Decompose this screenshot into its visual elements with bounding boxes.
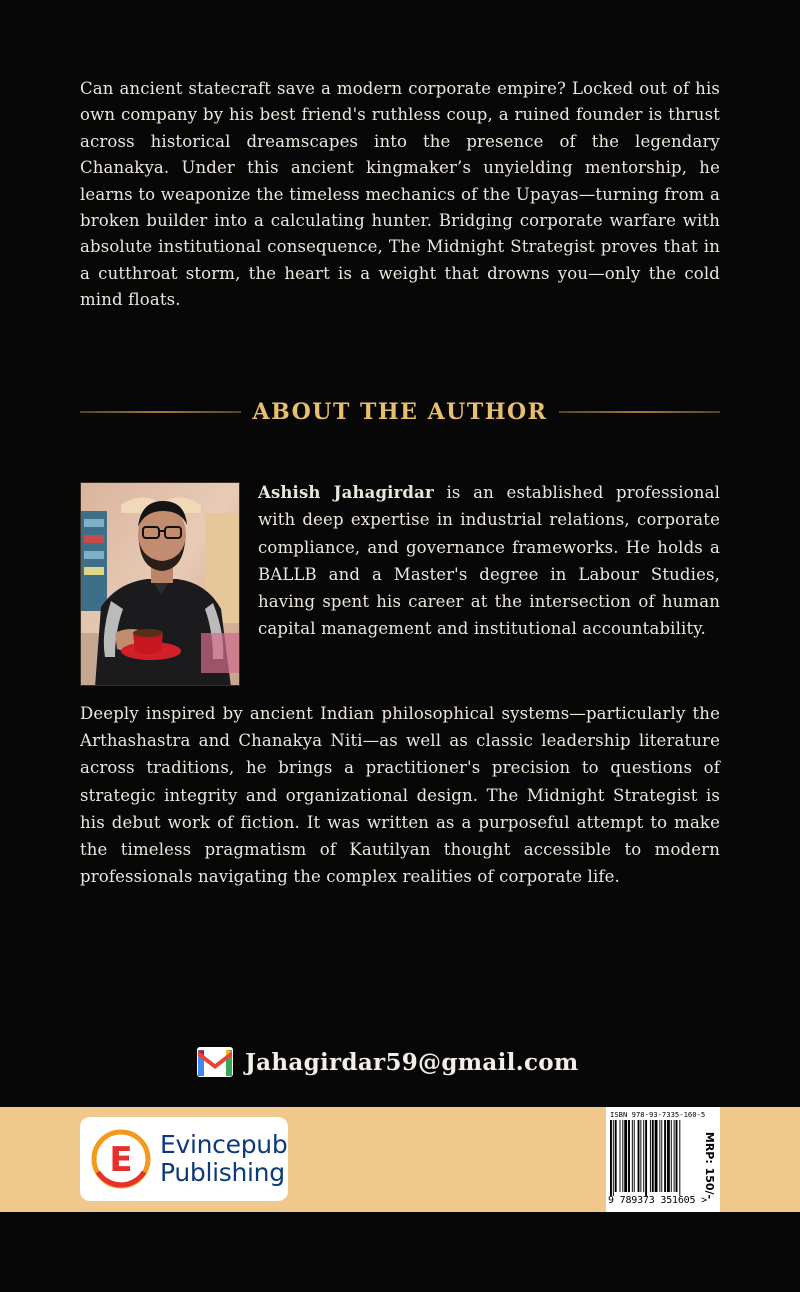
- about-author-heading: [80, 396, 720, 428]
- contact-row: [197, 1044, 579, 1080]
- barcode-bars: [610, 1120, 702, 1196]
- barcode-bar: [659, 1120, 660, 1192]
- barcode-bar: [645, 1120, 647, 1196]
- barcode-bar: [613, 1120, 614, 1196]
- barcode-bar: [674, 1120, 675, 1192]
- gmail-icon: [197, 1047, 233, 1077]
- barcode-bar: [671, 1120, 672, 1192]
- barcode-bar: [632, 1120, 633, 1192]
- author-bio-intro-text: is an established professional with deep expertise in industrial relations, corporate compliance, and governance frameworks. He holds a BALLB and a Master's degree in Labour Studies, having spent his career at the intersection of human capital management and institutional accountability.: [258, 483, 721, 639]
- barcode-bar: [650, 1120, 651, 1192]
- about-author-title: ABOUT THE AUTHOR: [252, 399, 548, 425]
- mrp-label-wrap: [702, 1121, 718, 1209]
- heading-rule-right: [559, 411, 720, 413]
- barcode-digits: 9 789373 351605 >: [608, 1195, 707, 1206]
- logo-letter: E: [109, 1140, 133, 1180]
- mrp-label: MRP: 150/-: [703, 1131, 717, 1199]
- barcode-bar: [661, 1120, 662, 1192]
- barcode-bar: [620, 1120, 621, 1192]
- author-photo: [80, 482, 240, 686]
- author-bio-more: Deeply inspired by ancient Indian philosophical systems—particularly the Arthashastra and Chanakya Niti—as well as classic leadership literature across traditions, he brings a practitioner's precision to questions of strategic integrity and organizational design. The Midnight Strategist is his debut work of fiction. It was written as a purposeful attempt to make the timeless pragmatism of Kautilyan thought accessible to modern professionals navigating the complex realities of corporate life.: [80, 704, 720, 887]
- author-bio-intro: [258, 479, 720, 643]
- barcode-bar: [676, 1120, 678, 1192]
- heading-rule-left: [80, 411, 241, 413]
- book-blurb: Can ancient statecraft save a modern corporate empire? Locked out of his own company by his best friend's ruthless coup, a ruined founder is thrust across historical dreamscapes into the presence of the legendary Chanakya. Under this ancient kingmaker’s unyielding mentorship, he learns to weaponize the timeless mechanics of the Upayas—turning from a broken builder into a calculating hunter. Bridging corporate warfare with absolute institutional consequence, The Midnight Strategist proves that in a cutthroat storm, the heart is a weight that drowns you—only the cold mind floats.: [80, 79, 720, 310]
- publisher-name-line2: Publishing: [160, 1158, 285, 1187]
- barcode-bar: [638, 1120, 640, 1192]
- publisher-name: [160, 1131, 287, 1187]
- barcode-bar: [652, 1120, 654, 1192]
- isbn-label: ISBN 978-93-7335-160-5: [610, 1110, 706, 1119]
- barcode-bar: [664, 1120, 666, 1192]
- publisher-name-line1: Evincepub: [160, 1130, 288, 1159]
- barcode-bar: [655, 1120, 658, 1192]
- barcode-bar: [634, 1120, 635, 1192]
- barcode-bar: [610, 1120, 612, 1196]
- author-name: Ashish Jahagirdar: [258, 483, 434, 502]
- evincepub-logo-icon: [90, 1128, 152, 1190]
- publisher-logo: [80, 1117, 288, 1201]
- barcode-bar: [679, 1120, 680, 1196]
- barcode-bar: [628, 1120, 630, 1192]
- contact-email[interactable]: Jahagirdar59@gmail.com: [245, 1048, 579, 1076]
- barcode-bar: [643, 1120, 644, 1192]
- barcode-bar: [667, 1120, 670, 1192]
- barcode-bar: [615, 1120, 617, 1192]
- isbn-barcode: [606, 1107, 720, 1212]
- barcode-bar: [640, 1120, 641, 1192]
- author-photo-illustration: [81, 483, 240, 686]
- barcode-bar: [622, 1120, 623, 1192]
- barcode-bar: [624, 1120, 627, 1192]
